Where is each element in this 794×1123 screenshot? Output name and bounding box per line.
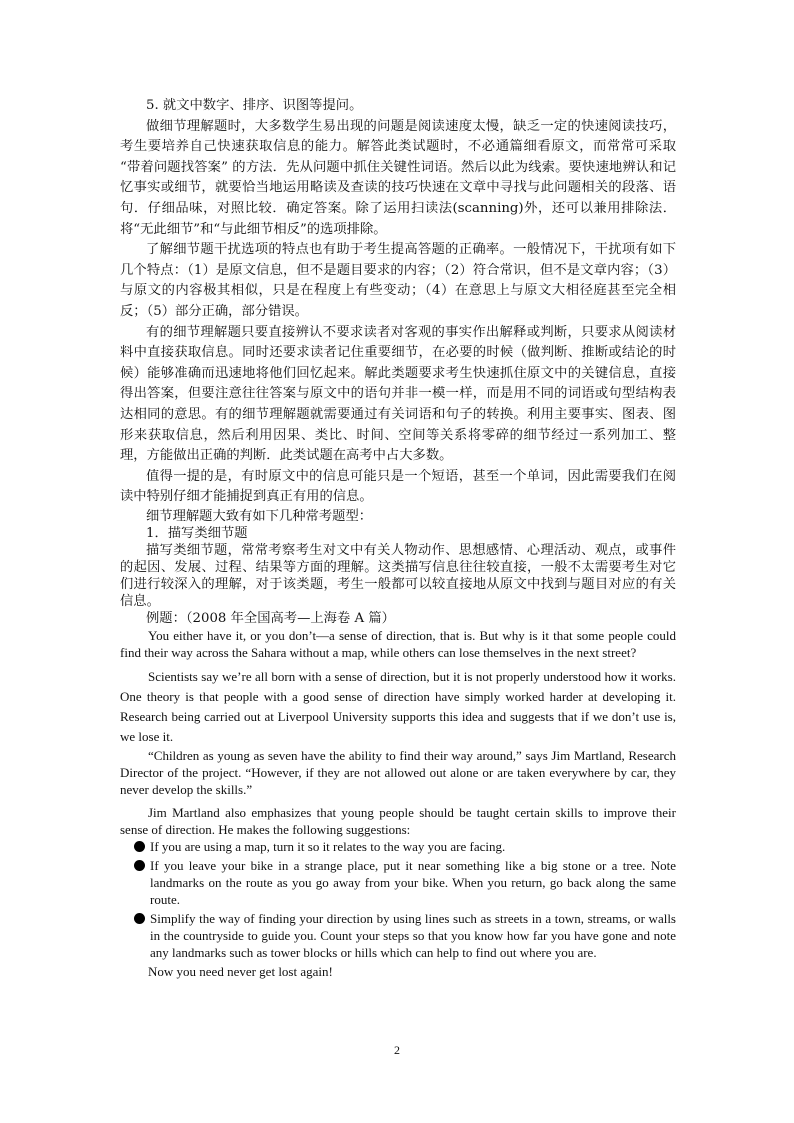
paragraph-direct-recognition: 有的细节理解题只要直接辨认不要求读者对客观的事实作出解释或判断，只要求从阅读材料中直接获取信息。同时还要求读者记住重要细节，在必要的时候（做判断、推断或结论的时候）能够准确而迅速地将他们回忆起来。解此类题要求考生快速抓住原文中的关键信息，直接得出答案，但要注意往往答案与原文中的语句并非一模一样，而是用不同的词语或句型结构表达相同的意思。有的细节理解题就需要通过有关词语和句子的转换。利用主要事实、图表、图形来获取信息，然后利用因果、类比、时间、空间等关系将零碎的细节经过一系列加工、整理，方能做出正确的判断．此类试题在高考中占大多数。 <box>120 324 676 464</box>
passage-paragraph-1: You either have it, or you don’t—a sense of direction, that is. But why is it that some people could find their way across the Sahara without a map, while others can lose themselves in the next street? <box>120 627 676 660</box>
section-heading: 1．描写类细节题 <box>146 525 248 541</box>
list-item-text: If you are using a map, turn it so it relates to the way you are facing. <box>150 838 506 854</box>
list-item-text: Simplify the way of finding your direction by using lines such as streets in a town, streams, or walls in the countryside to guide you. Count your steps so that you know how far you have gone and note any landmarks such as tower blocks or hills which can help to find out where you are. <box>150 910 676 960</box>
passage-closing: Now you need never get lost again! <box>148 963 333 979</box>
passage-paragraph-3: “Children as young as seven have the ability to find their way around,” says Jim Martland, Research Director of the project. “However, if they are not allowed out alone or are taken everywhere by car, they never develop the skills.” <box>120 747 676 797</box>
list-item <box>134 910 676 961</box>
paragraph-phrase-note: 值得一提的是，有时原文中的信息可能只是一个短语，甚至一个单词，因此需要我们在阅读中特别仔细才能捕捉到真正有用的信息。 <box>120 468 676 505</box>
paragraph-common-types: 细节理解题大致有如下几种常考题型： <box>146 508 373 524</box>
paragraph-question-types: 5. 就文中数字、排序、识图等提问。 <box>146 98 363 113</box>
passage-paragraph-2: Scientists say we’re all born with a sense of direction, but it is not properly understood how it works. One theory is that people with a good sense of direction have simply worked harder at developing it. Research being carried out at Liverpool University supports this idea and suggests that if we don’t use is, we lose it. <box>120 668 676 744</box>
list-item <box>134 857 676 908</box>
suggestion-list <box>120 838 676 961</box>
page-number: 2 <box>394 1043 400 1057</box>
paragraph-distractors: 了解细节题干扰选项的特点也有助于考生提高答题的正确率。一般情况下，干扰项有如下几个特点：（1）是原文信息，但不是题目要求的内容；（2）符合常识，但不是文章内容；（3）与原文的内容极其相似，只是在程度上有些变动；（4）在意思上与原文大相径庭甚至完全相反；（5）部分正确，部分错误。 <box>120 242 676 319</box>
example-label: 例题：（2008 年全国高考—上海卷 A 篇） <box>146 610 395 626</box>
document-page <box>120 96 676 980</box>
list-item <box>134 838 676 855</box>
paragraph-reading-speed: 做细节理解题时，大多数学生易出现的问题是阅读速度太慢，缺乏一定的快速阅读技巧，考生要培养自己快速获取信息的能力。解答此类试题时，不必通篇细看原文，而常常可采取 “带着问题找答案” 的方法．先从问题中抓住关键性词语。然后以此为线索。要快速地辨认和记忆事实或细节，就要恰当地运用略读及查读的技巧快速在文章中寻找与此问题相关的段落、语句．仔细品味，对照比较．确定答案。除了运用扫读法(scanning)外，还可以兼用排除法．将“无此细节”和“与此细节相反”的选项排除。 <box>120 118 676 237</box>
bullet-icon <box>134 913 145 924</box>
bullet-icon <box>134 841 145 852</box>
list-item-text: If you leave your bike in a strange place, put it near something like a big stone or a tree. Note landmarks on the route as you go away from your bike. When you return, go back along the same route. <box>150 857 676 907</box>
passage-paragraph-4: Jim Martland also emphasizes that young people should be taught certain skills to improve their sense of direction. He makes the following suggestions: <box>120 804 676 837</box>
bullet-icon <box>134 860 145 871</box>
paragraph-description-type: 描写类细节题，常常考察考生对文中有关人物动作、思想感情、心理活动、观点，或事件的起因、发展、过程、结果等方面的理解。这类描写信息往往较直接，一般不太需要考生对它们进行较深入的理解，对于该类题，考生一般都可以较直接地从原文中找到与题目对应的有关信息。 <box>120 542 676 609</box>
